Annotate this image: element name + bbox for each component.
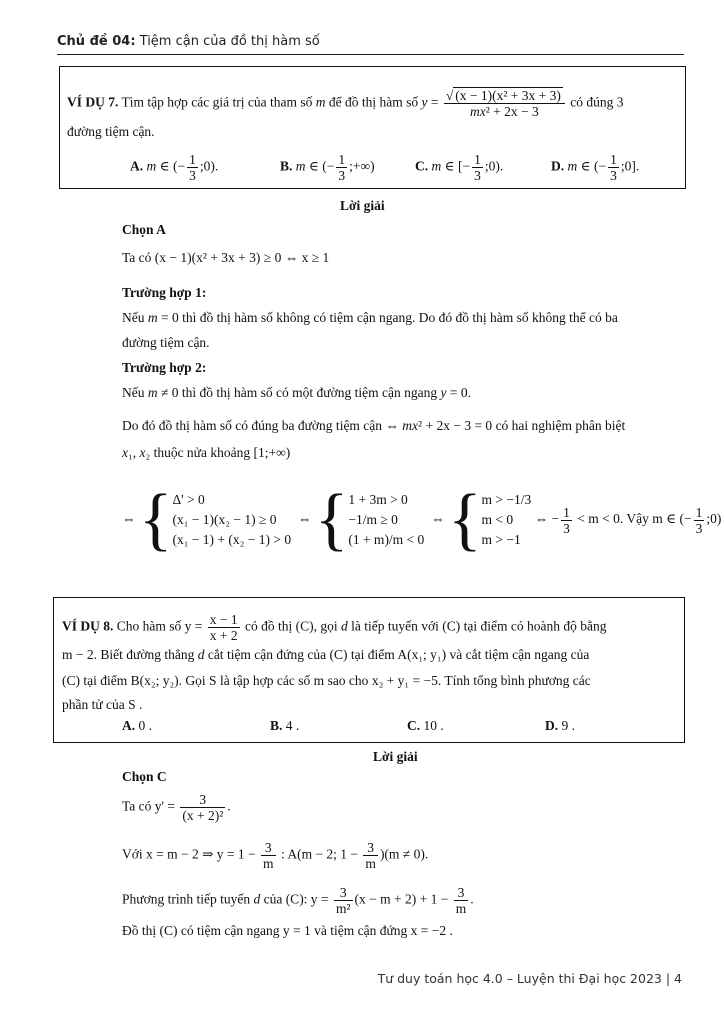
solution-7-system: ⇔ {Δ' > 0 (x₁ − 1)(x₂ − 1) ≥ 0 (x₁ − 1) + (x₂ − 1) > 0 ⇔ {1 + 3m > 0 −1/m ≥ 0 (1 + m)/m < 0 ⇔ {m > −1/3 m < 0 m > −1 ⇔ − $\frac{1}{3}$ < m < 0. Vậy m ∈ (− $\frac{1}{3}$ ;0) xyxy=(122,481,722,558)
example-7-line1: VÍ DỤ 7. Tìm tập hợp các giá trị của tham số m để đồ thị hàm số y = $\frac{\text{√ (x − 1)(x² + 3x + 3)}}{\text{mx² + 2x − 3}}$ có đúng 3 xyxy=(67,88,624,119)
example-8-line3: (C) tại điểm B(x₂; y₂). Gọi S là tập hợp các số m sao cho x₂ + y₁ = −5. Tính tổng bình phương các xyxy=(62,673,591,688)
header-title: Tiệm cận của đồ thị hàm số xyxy=(139,34,320,49)
solution-7-choice: Chọn A xyxy=(122,222,166,237)
solution-8-choice: Chọn C xyxy=(122,769,167,784)
page-header xyxy=(57,34,684,55)
example-8-line1: VÍ DỤ 8. Cho hàm số y = $\frac{x - 1}{x + 2}$ có đồ thị (C), gọi d là tiếp tuyến với (C) tại điểm có hoành độ bằng xyxy=(62,612,607,643)
example-8-line2: m − 2. Biết đường thẳng d cắt tiệm cận đứng của (C) tại điểm A(x₁; y₁) và cắt tiệm cận ngang của xyxy=(62,647,590,662)
solution-7-title: Lời giải xyxy=(340,198,385,213)
example-7-options: A. m ∈ (− $\frac{1}{3}$ ;0). xyxy=(130,152,219,183)
page-footer: Tư duy toán học 4.0 – Luyện thi Đại học 2023 | 4 xyxy=(377,971,682,986)
header-label: Chủ đề 04: xyxy=(57,34,136,49)
example-7-line2: đường tiệm cận. xyxy=(67,124,155,139)
solution-8-title: Lời giải xyxy=(373,749,418,764)
example-8-line4: phần tử của S . xyxy=(62,697,143,712)
